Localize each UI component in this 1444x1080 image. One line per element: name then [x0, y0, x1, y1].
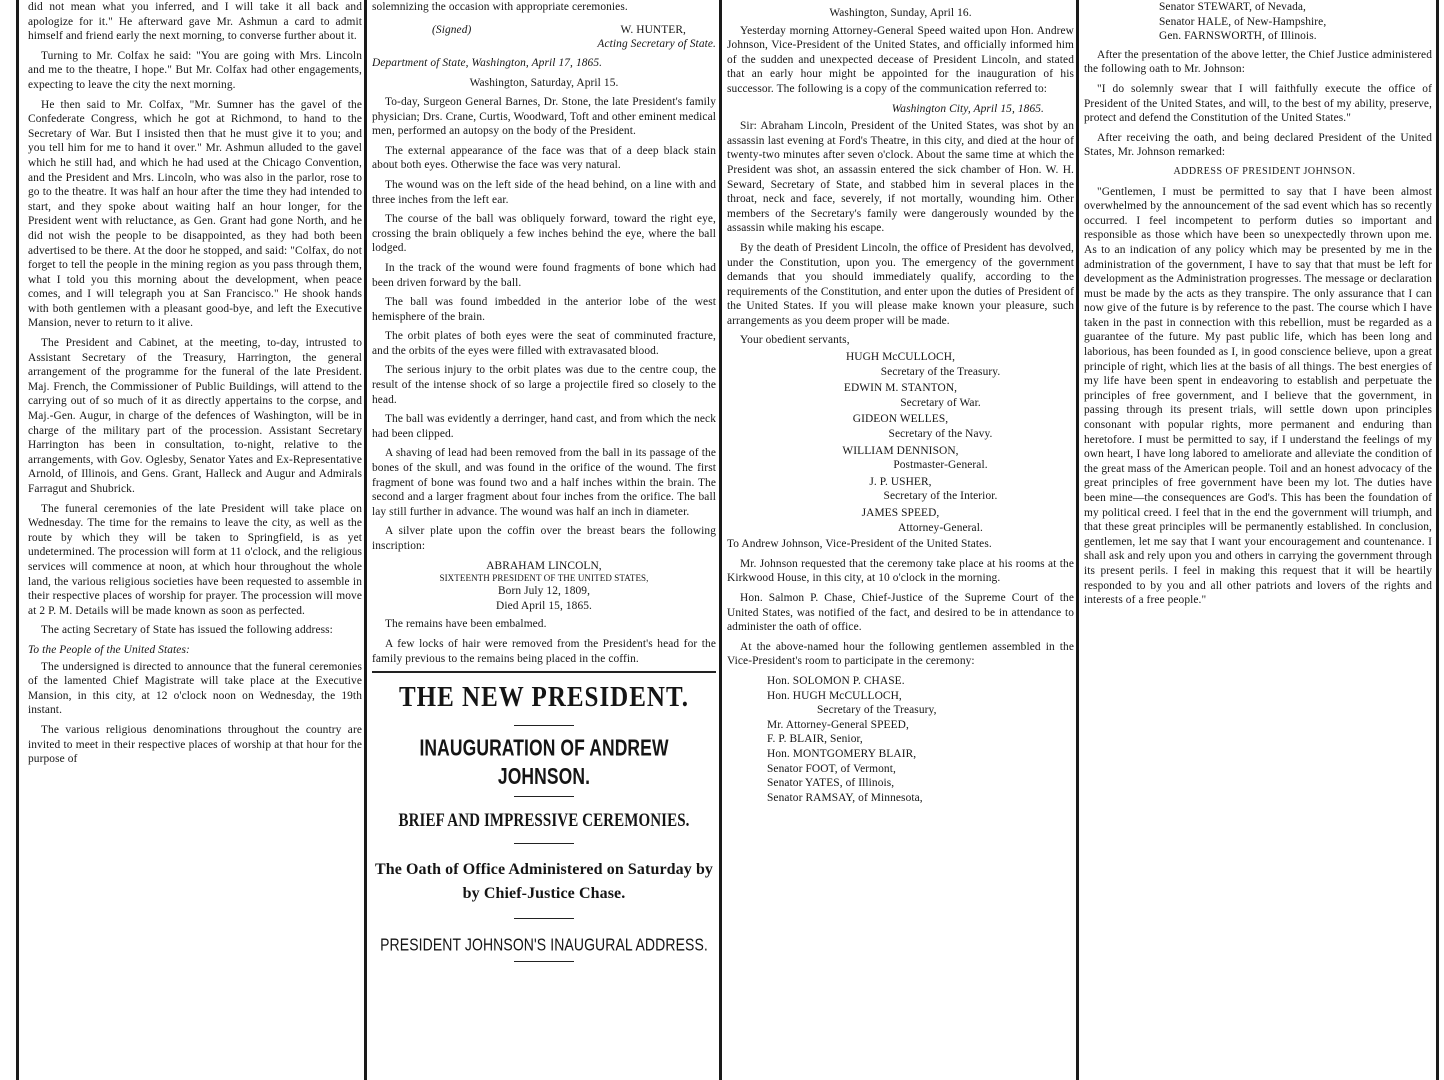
column-4 [1084, 0, 1432, 1080]
divider [514, 843, 574, 844]
paragraph: solemnizing the occasion with appropriate ceremonies. [372, 1, 628, 13]
signatory-name: WILLIAM DENNISON, [842, 444, 959, 457]
coffin-inscription [372, 559, 716, 614]
inscription-line: Died April 15, 1865. [496, 599, 592, 612]
paragraph: The undersigned is directed to announce that the funeral ceremonies of the lamented Chief Magistrate will take place at the Executive Mansion, in this city, at 12 o'clock noon on Wednesday, the 19th instant. [28, 660, 362, 717]
signatory-name: HUGH McCULLOCH, [845, 351, 956, 364]
divider [372, 671, 716, 673]
attendee: Hon. MONTGOMERY BLAIR, [767, 747, 917, 760]
paragraph: Sir: Abraham Lincoln, President of the United States, was shot by an assassin last evening at Ford's Theatre, in this city, and died at the hour of twenty-two minutes after seven o'clock. About the same time at which the President was shot, an assassin entered the sick chamber of Hon. W. H. Seward, Secretary of State, and stabbed him in several places in the throat, neck and face, severely, if not mortally, wounding him. Other members of the Secretary's family were dangerously wounded by the assassin while making his escape. [727, 120, 1074, 235]
attendee: Senator HALE, of New-Hampshire, [1159, 15, 1327, 28]
attendee: Mr. Attorney-General SPEED, [767, 718, 909, 731]
attendee: Hon. SOLOMON P. CHASE. [767, 674, 905, 687]
paragraph: The serious injury to the orbit plates was due to the centre coup, the result of the intense shock of so large a projectile fired so closely to the head. [372, 364, 716, 406]
signatory-title: Attorney-General. [898, 521, 983, 534]
signer-name: W. HUNTER, [620, 23, 686, 36]
paragraph: The President and Cabinet, at the meeting, to-day, intrusted to Assistant Secretary of the Treasury, Harrington, the general arrangement of the programme for the funeral of the late President. Maj. French, the Commissioner of Public Buildings, will attend to the carrying out of so much of it as directly appertains to the corpse, and Maj.-Gen. Augur, in charge of the defences of Washington, will be in charge of the military part of the procession. Assistant Secretary Harrington has been in consultation, to-night, relative to the arrangements, with Gov. Oglesby, Senator Yates and Ex-Representative Arnold, of Illinois, and Gens. Grant, Halleck and Augur and Admirals Farragut and Shubrick. [28, 337, 362, 495]
signer-title: Acting Secretary of State. [597, 38, 716, 51]
paragraph: Hon. Salmon P. Chase, Chief-Justice of the Supreme Court of the United States, was notified of the fact, and desired to be in attendance to administer the oath of office. [727, 591, 1074, 634]
signatory-name: GIDEON WELLES, [852, 413, 949, 426]
headline-main: THE NEW PRESIDENT. [398, 682, 690, 714]
attendee: Gen. FARNSWORTH, of Illinois. [1159, 30, 1317, 43]
headline-inauguration: INAUGURATION OF ANDREW JOHNSON. [419, 734, 669, 790]
signatory-name: EDWIN M. STANTON, [843, 382, 958, 395]
headline-oath: The Oath of Office Administered on Saturday by by Chief-Justice Chase. [374, 861, 714, 903]
paragraph: The various religious denominations throughout the country are invited to meet in their respective places of worship at that hour for the purpose of [28, 723, 362, 766]
signatory-name: JAMES SPEED, [861, 507, 940, 519]
signatory-title: Secretary of the Interior. [883, 490, 998, 503]
divider [514, 725, 574, 726]
paragraph: After the presentation of the above letter, the Chief Justice administered the following oath to Mr. Johnson: [1084, 48, 1432, 76]
dateline: Washington, Saturday, April 15. [469, 77, 619, 90]
letter-dateline: Washington City, April 15, 1865. [891, 102, 1044, 115]
divider [514, 918, 574, 919]
signed-label: (Signed) [432, 23, 472, 36]
inscription-line: SIXTEENTH PRESIDENT OF THE UNITED STATES, [439, 573, 649, 584]
column-1 [28, 0, 362, 1080]
attendee-list [1084, 0, 1432, 44]
column-3 [727, 0, 1074, 1080]
paragraph: did not mean what you inferred, and I will take it all back and apologize for it." He afterward gave Mr. Ashmun a card to admit himself and friend early the next morning, to converse further about it. [28, 1, 362, 43]
attendee: F. P. BLAIR, Senior, [767, 733, 863, 746]
signatory-title: Postmaster-General. [893, 459, 988, 472]
inscription-line: Born July 12, 1809, [497, 585, 591, 598]
headline-block [372, 683, 716, 962]
inaugural-address: "Gentlemen, I must be permitted to say that I have been almost overwhelmed by the announcement of the sad event which has so recently occurred. I feel incompetent to perform duties so important and responsible as those which have been so unexpectedly thrown upon me. As to an indication of any policy which may be presented by me in the administration of the government, I have to say that that must be left for development as the Administration progresses. The message or declaration must be made by the acts as they transpire. The only assurance that I can now give of the future is by reference to the past. The course which I have taken in the past in connection with this rebellion, must be regarded as a guarantee of the future. My past public life, which has been long and laborious, has been founded as I, in good conscience believe, upon a great principle of right, which lies at the basis of all things. The best energies of my life have been spent in endeavoring to establish and perpetuate the principles of free government, and I believe that the government, in passing through its present trials, will settle down upon principles consonant with popular rights, more permanent and enduring than heretofore. I must be permitted to say, if I understand the feelings of my own heart, I have long labored to ameliorate and alleviate the condition of the great mass of the American people. Toil and an honest advocacy of the great principles of free government have been my lot. The duties have been mine—the consequences are God's. This has been the foundation of my political creed. I feel that in the end the government will triumph, and that these great principles will be permanently established. In conclusion, gentlemen, let me say that I want your encouragement and countenance. I shall ask and rely upon you and others in carrying the government through its present perils. I feel in making this request that it will be heartily responded to by you and all other patriots and lovers of the rights and interests of a free people." [1084, 185, 1432, 607]
paragraph: A silver plate upon the coffin over the breast bears the following inscription: [372, 525, 716, 552]
attendee: Senator YATES, of Illinois, [767, 777, 895, 790]
signatory-title: Secretary of the Navy. [888, 428, 993, 441]
paragraph: A few locks of hair were removed from the President's head for the family previous to the remains being placed in the coffin. [372, 637, 716, 665]
paragraph: The course of the ball was obliquely forward, toward the right eye, crossing the brain obliquely a few inches behind the eye, where the ball lodged. [372, 213, 716, 255]
column-rule-left [16, 0, 19, 1080]
paragraph: A shaving of lead had been removed from the ball in its passage of the bones of the skull, and was found in the orifice of the wound. The first fragment of bone was found two and a half inches within the brain. The second and a larger fragment about four inches from the orifice. The ball lay still further in advance. The wound was half an inch in diameter. [372, 447, 716, 518]
paragraph: The ball was found imbedded in the anterior lobe of the west hemisphere of the brain. [372, 296, 716, 323]
dateline: Washington, Sunday, April 16. [829, 7, 972, 19]
paragraph: By the death of President Lincoln, the office of President has devolved, under the Constitution, upon you. The emergency of the government demands that you should immediately qualify, according to the requirements of the Constitution, and enter upon the duties of President of the United States. If you will please make known your pleasure, such arrangements as you deem proper will be made. [727, 241, 1074, 327]
paragraph: The acting Secretary of State has issued the following address: [41, 624, 333, 637]
attendee: Secretary of the Treasury, [817, 704, 937, 717]
headline-address: PRESIDENT JOHNSON'S INAUGURAL ADDRESS. [380, 934, 708, 955]
attendee: Senator FOOT, of Vermont, [767, 762, 896, 775]
paragraph: In the track of the wound were found fragments of bone which had been driven forward by the ball. [372, 261, 716, 289]
column-rule-1 [364, 0, 367, 1080]
attendee: Senator RAMSAY, of Minnesota, [767, 791, 923, 804]
divider [514, 796, 574, 797]
paragraph: The ball was evidently a derringer, hand cast, and from which the neck had been clipped. [372, 413, 716, 440]
dept-dateline: Department of State, Washington, April 17, 1865. [372, 56, 603, 69]
oath-text: "I do solemnly swear that I will faithfully execute the office of President of the United States, and will, to the best of my ability, preserve, protect and defend the Constitution of the United States." [1084, 82, 1432, 125]
signatory-title: Secretary of War. [900, 396, 981, 409]
paragraph: The wound was on the left side of the head behind, on a line with and three inches from the left ear. [372, 178, 716, 206]
paragraph: Mr. Johnson requested that the ceremony take place at his rooms at the Kirkwood House, in this city, at 10 o'clock in the morning. [727, 557, 1074, 585]
paragraph: Yesterday morning Attorney-General Speed waited upon Hon. Andrew Johnson, Vice-President of the United States, and officially informed him of the sudden and unexpected decease of President Lincoln, and stated that an early hour might be appointed for the inauguration of his successor. The following is a copy of the communication referred to: [727, 24, 1074, 95]
signatories [727, 350, 1074, 535]
letter-closing: Your obedient servants, [740, 334, 850, 347]
column-rule-right [1436, 0, 1439, 1080]
signatory-title: Secretary of the Treasury. [880, 365, 1001, 378]
paragraph: To-day, Surgeon General Barnes, Dr. Stone, the late President's family physician; Drs. Crane, Curtis, Woodward, Toft and other eminent medical men, performed an autopsy on the body of the President. [372, 95, 716, 138]
paragraph: The orbit plates of both eyes were the seat of comminuted fracture, and the orbits of the eyes were filled with extravasated blood. [372, 330, 716, 357]
paragraph: The remains have been embalmed. [385, 618, 547, 631]
paragraph: The funeral ceremonies of the late President will take place on Wednesday. The time for the remains to leave the city, as well as the route by which they will be taken to Springfield, is as yet undetermined. The procession will form at 11 o'clock, and the religious services will commence at noon, at which hour throughout the whole land, the various religious societies have been requested to assemble in their respective places of worship for prayer. The procession will move at 2 P. M. Details will be made known as soon as perfected. [28, 502, 362, 617]
address-salutation: To the People of the United States: [28, 643, 190, 656]
addressee: To Andrew Johnson, Vice-President of the United States. [727, 538, 992, 551]
address-heading: ADDRESS OF PRESIDENT JOHNSON. [1173, 165, 1356, 177]
paragraph: At the above-named hour the following gentlemen assembled in the Vice-President's room to participate in the ceremony: [727, 640, 1074, 668]
attendee: Hon. HUGH McCULLOCH, [767, 689, 902, 702]
column-2 [372, 0, 716, 1080]
paragraph: He then said to Mr. Colfax, "Mr. Sumner has the gavel of the Confederate Congress, which he got at Richmond, to hand to the Secretary of War. But I insisted then that he must give it to you; and you tell him for me to hand it over." Mr. Ashmun alluded to the gavel which he still had, and which he had used at the Chicago Convention, and the President and Mrs. Lincoln, who was also in the parlor, rose to go to the theatre. It was half an hour after the time they had intended to start, and they spoke about waiting half an hour longer, for the President went with reluctance, as Gen. Grant had gone North, and he did not wish the people to be disappointed, as they had both been advertised to be there. At the door he stopped, and said: "Colfax, do not forget to tell the people in the mining region as you pass through them, what I told you this morning about the development, when peace comes, and I will telegraph you at San Francisco." He shook hands with both gentlemen with a pleasant good-bye, and left the Executive Mansion, never to return to it alive. [28, 98, 362, 330]
column-rule-2 [719, 0, 722, 1080]
column-rule-3 [1076, 0, 1079, 1080]
paragraph: After receiving the oath, and being declared President of the United States, Mr. Johnson remarked: [1084, 131, 1432, 159]
attendee-list [727, 674, 1074, 805]
headline-ceremonies: BRIEF AND IMPRESSIVE CEREMONIES. [398, 811, 690, 832]
signature-line [372, 23, 716, 38]
divider [514, 961, 574, 962]
paragraph: The external appearance of the face was that of a deep black stain about both eyes. Otherwise the face was very natural. [372, 144, 716, 172]
signatory-name: J. P. USHER, [869, 475, 932, 488]
inscription-line: ABRAHAM LINCOLN, [486, 559, 602, 572]
paragraph: Turning to Mr. Colfax he said: "You are going with Mrs. Lincoln and me to the theatre, I hope." But Mr. Colfax had other engagements, expecting to leave the city the next morning. [28, 49, 362, 91]
attendee: Senator STEWART, of Nevada, [1159, 1, 1306, 13]
